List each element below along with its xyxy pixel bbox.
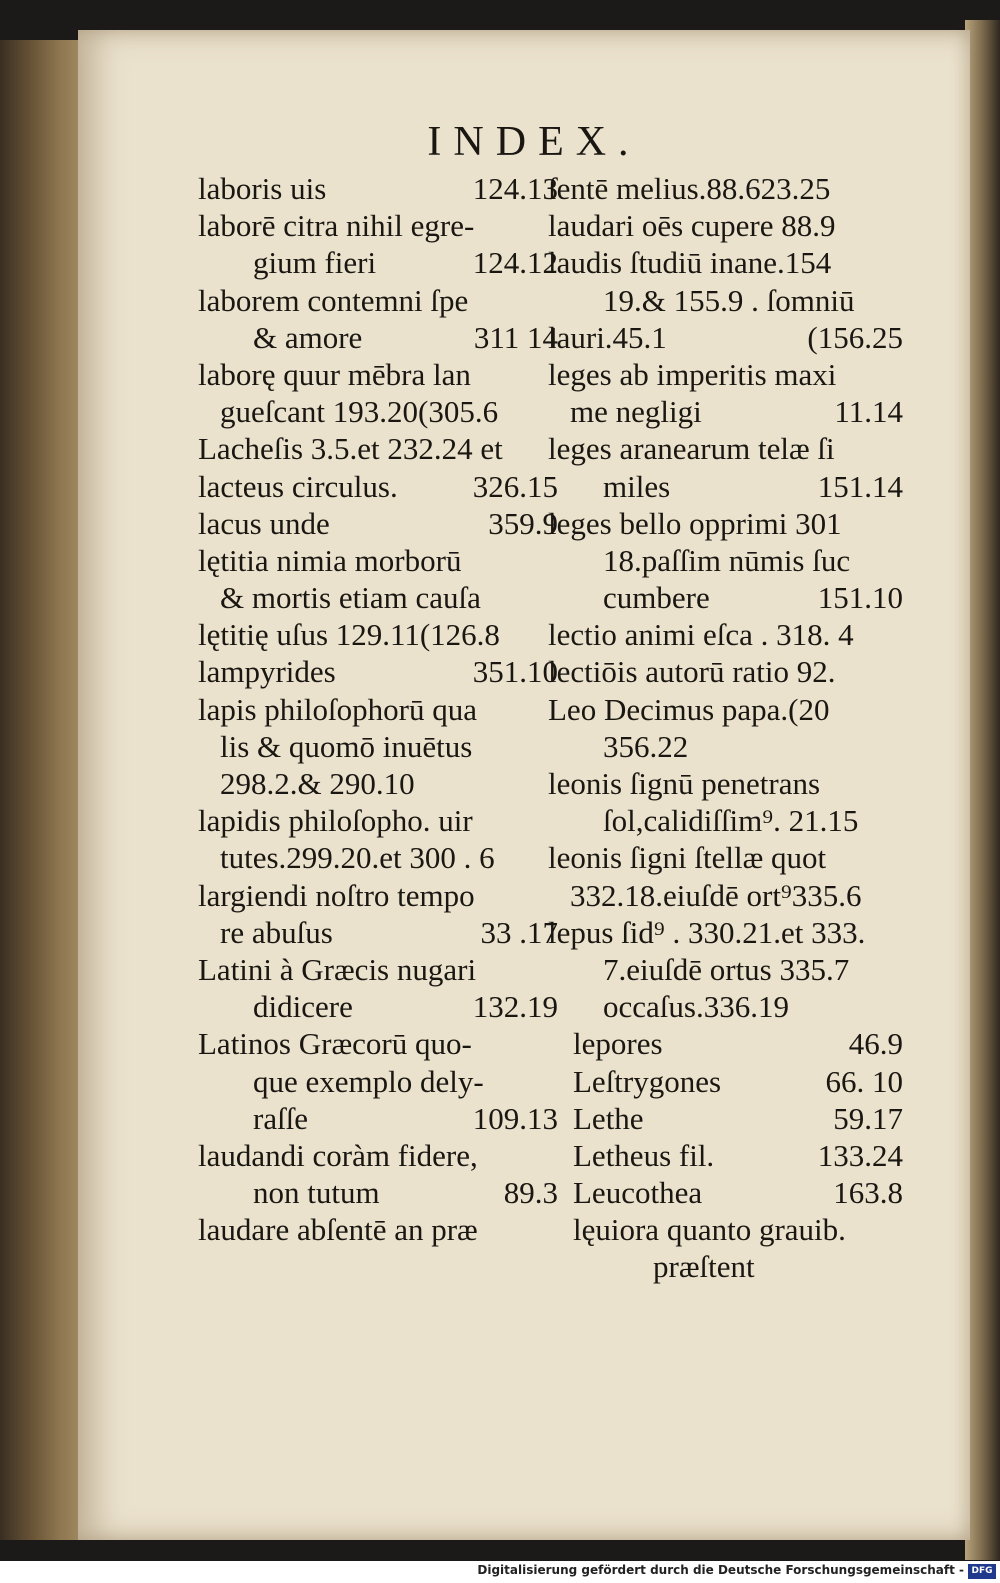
index-entry-line xyxy=(198,839,558,876)
entry-page-ref: 151.10 xyxy=(817,580,903,616)
entry-text: leonis ſigni ſtellæ quot xyxy=(548,840,827,876)
entry-page-ref: 163.8 xyxy=(833,1175,903,1211)
entry-text: miles xyxy=(603,468,671,504)
entry-text: lętitię uſus 129.11(126.8 xyxy=(198,617,500,653)
entry-text: lęuiora quanto grauib. xyxy=(573,1212,846,1248)
index-entry-line xyxy=(548,282,903,319)
entry-text: Leſtrygones xyxy=(573,1063,722,1099)
index-entry-line xyxy=(573,1100,903,1137)
entry-text: Latini à Græcis nugari xyxy=(198,951,477,987)
index-entry-line xyxy=(573,1025,903,1062)
entry-text: raſſe xyxy=(253,1100,309,1136)
index-entry-line xyxy=(198,319,558,356)
index-entry-line xyxy=(198,468,558,505)
entry-page-ref: 359.9 xyxy=(488,505,558,541)
entry-page-ref: 109.13 xyxy=(472,1100,558,1136)
index-entry-line xyxy=(573,1248,903,1285)
index-entry-line xyxy=(548,505,903,542)
entry-text: 7.eiuſdē ortus 335.7 xyxy=(603,951,850,987)
entry-page-ref: 59.17 xyxy=(833,1100,903,1136)
index-entry-line xyxy=(548,877,903,914)
index-entry-line xyxy=(198,1137,558,1174)
running-head: INDEX. xyxy=(427,119,641,165)
entry-page-ref: 46.9 xyxy=(848,1026,903,1062)
index-entry-line xyxy=(198,1100,558,1137)
entry-text: lauri.45.1 xyxy=(548,319,667,355)
entry-text: laboris uis xyxy=(198,171,327,206)
entry-text: præſtent xyxy=(653,1249,755,1285)
entry-text: lacteus circulus. xyxy=(198,468,398,504)
index-entry-line xyxy=(198,616,558,653)
right-column xyxy=(548,170,903,1286)
entry-text: gueſcant 193.20(305.6 xyxy=(220,394,499,430)
entry-text: lampyrides xyxy=(198,654,336,690)
index-entry-line xyxy=(198,282,558,319)
index-entry-line xyxy=(198,244,558,281)
entry-page-ref: 66. 10 xyxy=(825,1063,903,1099)
index-entry-line xyxy=(573,1063,903,1100)
index-entry-line xyxy=(198,1063,558,1100)
entry-text: ſol,calidiſſim⁹. 21.15 xyxy=(603,803,859,839)
index-entry-line xyxy=(548,988,903,1025)
entry-page-ref: 326.15 xyxy=(472,468,558,504)
index-entry-line xyxy=(198,988,558,1025)
book-edge-right xyxy=(965,20,1000,1560)
entry-text: 298.2.& 290.10 xyxy=(220,766,415,801)
entry-page-ref: 124.13 xyxy=(472,171,558,206)
entry-text: lepores xyxy=(573,1026,663,1062)
entry-text: & amore xyxy=(253,319,363,355)
index-entry-line xyxy=(548,765,903,802)
entry-text: laborem contemni ſpe xyxy=(198,282,469,318)
index-entry-line xyxy=(548,914,903,951)
entry-text: cumbere xyxy=(603,580,710,616)
index-entry-line xyxy=(198,579,558,616)
index-entry-line xyxy=(198,802,558,839)
entry-text: 19.& 155.9 . ſomniū xyxy=(603,282,855,318)
entry-text: 332.18.eiuſdē ort⁹335.6 xyxy=(570,877,862,913)
index-entry-line xyxy=(198,170,558,207)
entry-page-ref: 311 14 xyxy=(473,319,558,355)
entry-text: Lethe xyxy=(573,1100,644,1136)
dfg-logo: DFG xyxy=(968,1564,996,1579)
entry-text: lis & quomō inuētus xyxy=(220,728,473,764)
entry-text: laborę quur mēbra lan xyxy=(198,356,471,392)
index-entry-line xyxy=(198,542,558,579)
entry-text: lapis philoſophorū qua xyxy=(198,691,477,727)
entry-text: laudari oēs cupere 88.9 xyxy=(548,208,836,244)
index-entry-line xyxy=(198,728,558,765)
entry-text: Lacheſis 3.5.et 232.24 et xyxy=(198,431,503,467)
index-entry-line xyxy=(198,914,558,951)
book-page xyxy=(78,30,970,1540)
entry-text: leonis ſignū penetrans xyxy=(548,766,821,801)
entry-text: lapidis philoſopho. uir xyxy=(198,803,473,839)
entry-page-ref: 33 .17 xyxy=(480,914,558,950)
entry-text: leges aranearum telæ ſi xyxy=(548,431,835,467)
index-entry-line xyxy=(548,653,903,690)
entry-text: 18.paſſim nūmis ſuc xyxy=(603,542,851,578)
entry-text: leges bello opprimi 301 xyxy=(548,505,842,541)
index-entry-line xyxy=(548,468,903,505)
entry-text: que exemplo dely- xyxy=(253,1063,484,1099)
index-entry-line xyxy=(548,356,903,393)
index-entry-line xyxy=(198,765,558,802)
entry-page-ref: 351.10 xyxy=(472,654,558,690)
index-entry-line xyxy=(548,393,903,430)
entry-text: laudis ſtudiū inane.154 xyxy=(548,245,832,281)
index-entry-line xyxy=(548,616,903,653)
index-entry-line xyxy=(548,244,903,281)
index-entry-line xyxy=(198,1174,558,1211)
entry-text: lectiōis autorū ratio 92. xyxy=(548,654,836,690)
footer-bar xyxy=(0,1561,1000,1583)
footer-credit: Digitalisierung gefördert durch die Deutsche Forschungsgemeinschaft - xyxy=(477,1563,964,1577)
entry-text: largiendi noſtro tempo xyxy=(198,877,475,913)
index-entry-line xyxy=(198,1211,558,1248)
entry-text: Latinos Græcorū quo- xyxy=(198,1026,472,1062)
entry-text: laudandi coràm fidere, xyxy=(198,1137,478,1173)
index-entry-line xyxy=(198,393,558,430)
entry-text: laborē citra nihil egre- xyxy=(198,208,475,244)
entry-text: 356.22 xyxy=(603,728,689,764)
index-entry-line xyxy=(548,728,903,765)
index-entry-line xyxy=(548,319,903,356)
entry-text: gium fieri xyxy=(253,245,377,281)
entry-text: me negligi xyxy=(570,394,702,430)
index-entry-line xyxy=(198,207,558,244)
index-entry-line xyxy=(198,430,558,467)
index-entry-line xyxy=(548,579,903,616)
entry-page-ref: 133.24 xyxy=(817,1137,903,1173)
entry-text: non tutum xyxy=(253,1175,380,1211)
index-entry-line xyxy=(198,691,558,728)
index-entry-line xyxy=(573,1211,903,1248)
index-entry-line xyxy=(198,505,558,542)
index-entry-line xyxy=(548,170,903,207)
index-entry-line xyxy=(548,839,903,876)
entry-text: occaſus.336.19 xyxy=(603,989,789,1025)
entry-text: didicere xyxy=(253,989,353,1025)
index-entry-line xyxy=(198,877,558,914)
index-entry-line xyxy=(548,207,903,244)
index-entry-line xyxy=(198,356,558,393)
index-entry-line xyxy=(548,951,903,988)
entry-text: re abuſus xyxy=(220,914,333,950)
entry-text: & mortis etiam cauſa xyxy=(220,580,481,616)
book-edge-left xyxy=(0,40,85,1540)
entry-text: Leo Decimus papa.(20 xyxy=(548,691,830,727)
index-entry-line xyxy=(573,1174,903,1211)
entry-text: ſentē melius.88.623.25 xyxy=(548,171,831,206)
entry-text: lętitia nimia morborū xyxy=(198,542,462,578)
entry-page-ref: (156.25 xyxy=(807,319,903,355)
entry-text: lepus ſid⁹ . 330.21.et 333. xyxy=(548,914,866,950)
entry-text: leges ab imperitis maxi xyxy=(548,356,837,392)
entry-text: tutes.299.20.et 300 . 6 xyxy=(220,840,495,876)
index-entry-line xyxy=(198,1025,558,1062)
entry-page-ref: 132.19 xyxy=(472,989,558,1025)
index-entry-line xyxy=(548,691,903,728)
entry-text: Letheus fil. xyxy=(573,1137,715,1173)
entry-text: lacus unde xyxy=(198,505,330,541)
index-entry-line xyxy=(573,1137,903,1174)
index-entry-line xyxy=(198,653,558,690)
left-column xyxy=(198,170,558,1248)
entry-page-ref: 11.14 xyxy=(834,394,903,430)
index-entry-line xyxy=(548,802,903,839)
entry-page-ref: 124.12 xyxy=(472,245,558,281)
entry-page-ref: 151.14 xyxy=(817,468,903,504)
index-entry-line xyxy=(198,951,558,988)
entry-text: laudare abſentē an præ xyxy=(198,1212,478,1248)
entry-page-ref: 89.3 xyxy=(503,1175,558,1211)
entry-text: Leucothea xyxy=(573,1175,703,1211)
index-entry-line xyxy=(548,430,903,467)
entry-text: lectio animi eſca . 318. 4 xyxy=(548,617,854,653)
index-entry-line xyxy=(548,542,903,579)
